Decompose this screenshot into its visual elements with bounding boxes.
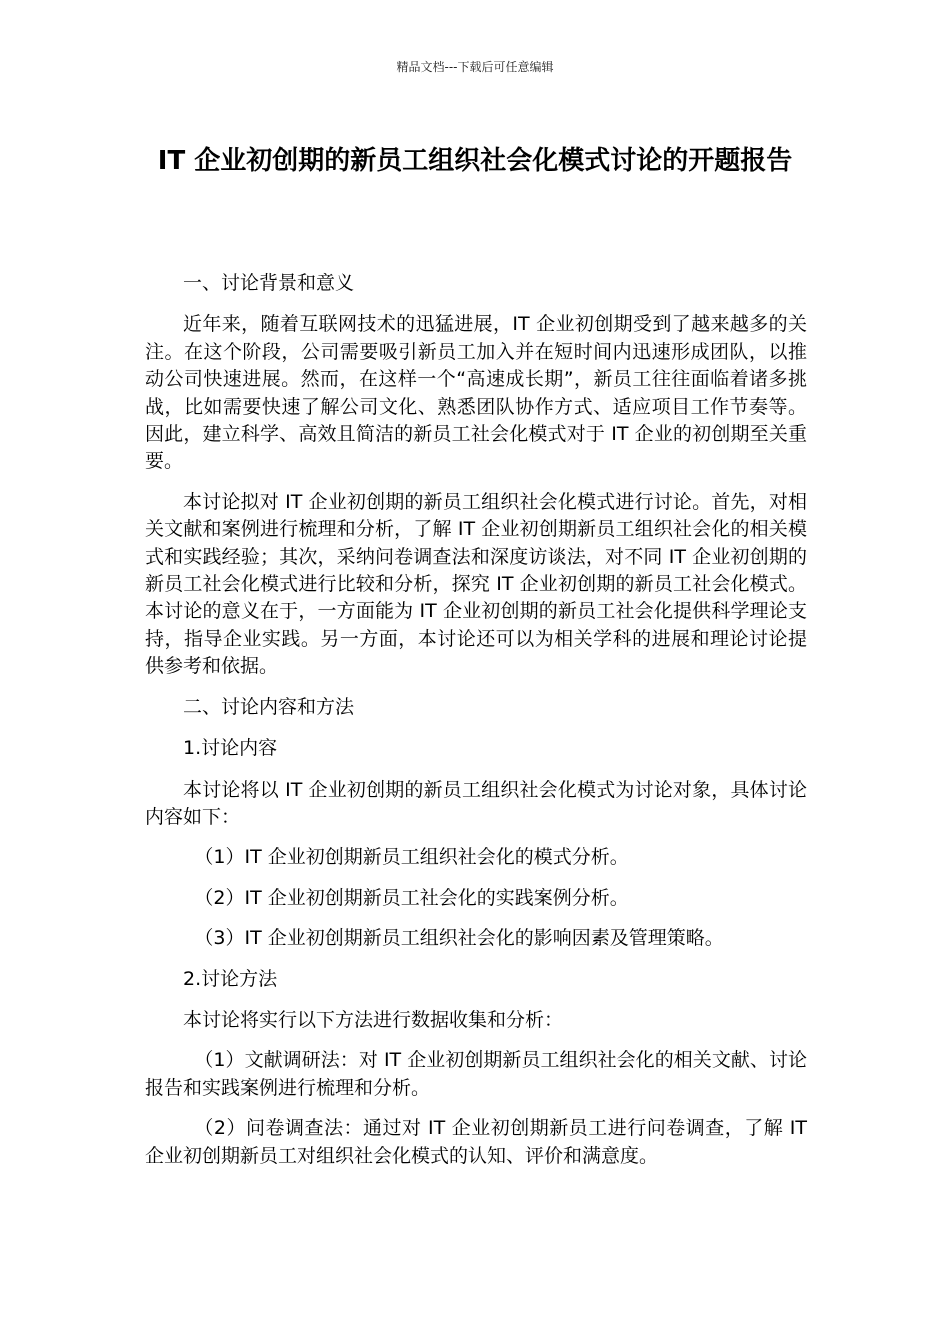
document-title: IT 企业初创期的新员工组织社会化模式讨论的开题报告 xyxy=(157,146,793,176)
page-header: 精品文档---下载后可任意编辑 xyxy=(396,60,554,74)
list-item: （3）IT 企业初创期新员工组织社会化的影响因素及管理策略。 xyxy=(194,927,724,950)
body-paragraph: 本讨论将实行以下方法进行数据收集和分析： xyxy=(183,1008,564,1031)
section-heading: 二、讨论内容和方法 xyxy=(183,695,355,718)
list-item: （2）问卷调查法：通过对 IT 企业初创期新员工进行问卷调查，了解 IT 企业初创期新员工对组织社会化模式的认知、评价和满意度。 xyxy=(145,1117,807,1167)
list-item: （2）IT 企业初创期新员工社会化的实践案例分析。 xyxy=(194,886,629,909)
body-paragraph: 本讨论拟对 IT 企业初创期的新员工组织社会化模式进行讨论。首先，对相关文献和案例进行梳理和分析，了解 IT 企业初创期新员工组织社会化的相关模式和实践经验；其次，采纳问卷调查法和深度访谈法，对不同 IT 企业初创期的新员工社会化模式进行比较和分析，探究 IT 企业初创期的新员工社会化模式。本讨论的意义在于，一方面能为 IT 企业初创期的新员工社会化提供科学理论支持，指导企业实践。另一方面，本讨论还可以为相关学科的进展和理论讨论提供参考和依据。 xyxy=(145,490,807,678)
document-body xyxy=(145,270,807,1183)
list-item: （1）IT 企业初创期新员工组织社会化的模式分析。 xyxy=(194,846,629,869)
body-paragraph: 本讨论将以 IT 企业初创期的新员工组织社会化模式为讨论对象，具体讨论内容如下： xyxy=(145,778,807,828)
subsection-heading: 1.讨论内容 xyxy=(183,737,278,760)
subsection-heading: 2.讨论方法 xyxy=(183,967,278,990)
body-paragraph: 近年来，随着互联网技术的迅猛进展，IT 企业初创期受到了越来越多的关注。在这个阶段，公司需要吸引新员工加入并在短时间内迅速形成团队，以推动公司快速进展。然而，在这样一个“高速成长期”，新员工往往面临着诸多挑战，比如需要快速了解公司文化、熟悉团队协作方式、适应项目工作节奏等。因此，建立科学、高效且简洁的新员工社会化模式对于 IT 企业的初创期至关重要。 xyxy=(145,313,807,473)
section-heading: 一、讨论背景和意义 xyxy=(183,272,355,294)
list-item: （1）文献调研法：对 IT 企业初创期新员工组织社会化的相关文献、讨论报告和实践案例进行梳理和分析。 xyxy=(145,1049,807,1099)
